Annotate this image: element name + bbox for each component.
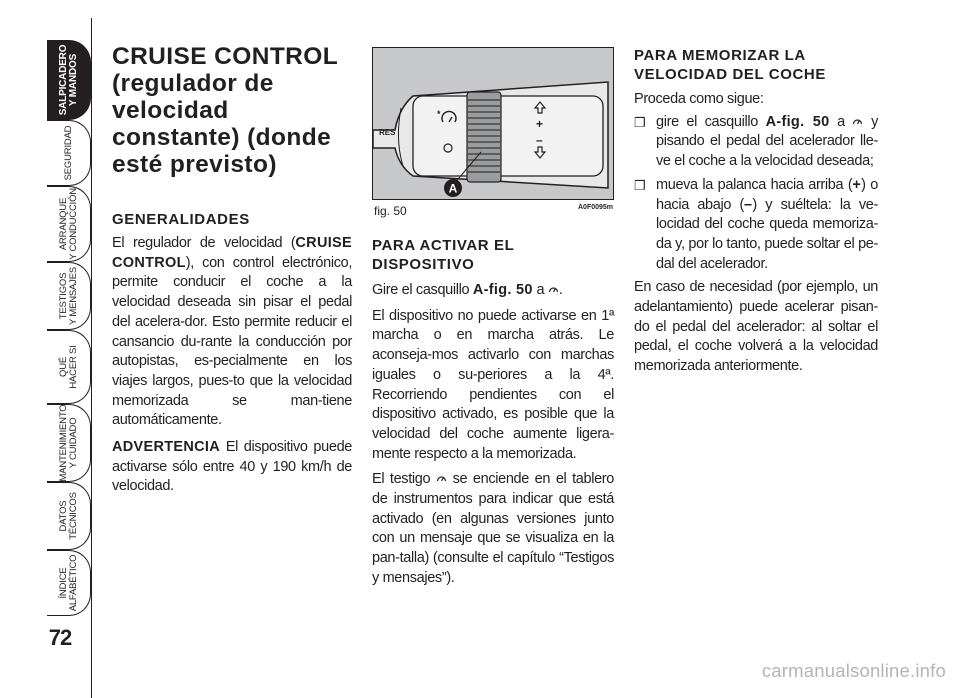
paragraph: En caso de necesidad (por ejemplo, un adelantamiento) puede acelerar pisan-do el pedal del acelerador: al soltar el pedal, el coche volverá a la velocidad memorizada anteriormente. bbox=[634, 279, 878, 375]
tab-label: TESTIGOS Y MENSAJES bbox=[57, 266, 79, 326]
text: y pisando el pedal del acelerador lle-ve el coche a la velocidad deseada; bbox=[656, 113, 878, 170]
text: a bbox=[532, 282, 548, 298]
tab-mantenimiento[interactable] bbox=[47, 404, 91, 482]
tab-label: SEGURIDAD bbox=[62, 125, 74, 181]
section-heading: GENERALIDADES bbox=[112, 211, 250, 228]
cruise-control-icon bbox=[852, 116, 863, 127]
tab-spine bbox=[91, 18, 92, 698]
list-item-text bbox=[656, 176, 878, 275]
figure-code: A0F0095m bbox=[578, 204, 614, 211]
plus-label: + bbox=[536, 117, 544, 131]
paragraph bbox=[372, 281, 614, 301]
text: ), con control electrónico, permite conducir el coche a la velocidad deseada sin pisar el pedal del acelera-dor. Esto permite reducir el cansancio du-rante la conducción por autopistas, es-pecialmente en los viajes largos, pues-to que la velocidad memorizada se man-tiene automáticamente. bbox=[112, 254, 352, 429]
watermark-url: carmanualsonline.info bbox=[761, 660, 946, 681]
page-number: 72 bbox=[48, 625, 72, 650]
list-item bbox=[634, 113, 878, 172]
tab-indice[interactable] bbox=[47, 550, 91, 616]
svg-text:*: * bbox=[437, 109, 441, 119]
tab-label: MANTENIMIENTO Y CUIDADO bbox=[57, 404, 79, 482]
tab-testigos[interactable] bbox=[47, 262, 91, 330]
tab-label: SALPICADERO Y MANDOS bbox=[57, 44, 79, 116]
text: . bbox=[558, 282, 563, 298]
warning-label: ADVERTENCIA bbox=[112, 439, 221, 456]
chapter-tabs bbox=[0, 0, 100, 692]
minus-label: – bbox=[536, 133, 543, 147]
tab-label: QUÉ HACER SI bbox=[57, 345, 79, 389]
warning-paragraph bbox=[112, 438, 352, 497]
list-item-text bbox=[656, 113, 878, 172]
text: El testigo bbox=[372, 471, 436, 488]
paragraph bbox=[112, 234, 352, 431]
generalidades-section bbox=[112, 210, 352, 497]
text: a bbox=[829, 113, 853, 130]
minus-symbol: – bbox=[743, 196, 753, 213]
list-item bbox=[634, 176, 878, 275]
cruise-control-icon bbox=[436, 473, 447, 484]
text: El dispositivo puede activarse sólo entre 40 y 190 km/h de velocidad. bbox=[112, 439, 352, 495]
cruise-lever-illustration bbox=[373, 48, 613, 199]
tab-salpicadero[interactable] bbox=[47, 40, 91, 120]
text: ) o hacia abajo ( bbox=[656, 176, 878, 213]
cruise-control-icon bbox=[548, 284, 559, 295]
tab-que-hacer-si[interactable] bbox=[47, 330, 91, 404]
section-heading: PARA MEMORIZAR LA VELOCIDAD DEL COCHE bbox=[634, 47, 826, 83]
figure-reference: A-fig. 50 bbox=[765, 113, 830, 130]
tab-label: ARRANQUE Y CONDUCCIÓN bbox=[57, 188, 79, 260]
bold-text: CRUISE CONTROL bbox=[112, 235, 352, 271]
bullet-box-icon: ❒ bbox=[634, 114, 646, 130]
figure-caption: fig. 50 bbox=[374, 204, 407, 218]
page-title: CRUISE CONTROL (regulador de velocidad constante) (donde esté previsto) bbox=[112, 43, 338, 178]
figure-cruise-lever bbox=[372, 47, 614, 200]
section-heading: PARA ACTIVAR EL DISPOSITIVO bbox=[372, 237, 515, 273]
bullet-box-icon: ❒ bbox=[634, 177, 646, 193]
text: El regulador de velocidad ( bbox=[112, 235, 296, 251]
tab-label: DATOS TÉCNICOS bbox=[57, 492, 79, 540]
activar-section bbox=[372, 236, 614, 589]
text: se enciende en el tablero de instrumentos para indicar que está activado (en algunas versiones junto con un mensaje que se visualiza en la pan-talla) (consulte el capítulo “Testigos y mensajes”). bbox=[372, 471, 614, 586]
text: gire el casquillo bbox=[656, 113, 766, 130]
text: mueva la palanca hacia arriba ( bbox=[656, 176, 853, 193]
paragraph: El dispositivo no puede activarse en 1ª marcha o en marcha atrás. Le aconseja-mos activarlo con marchas iguales o su-periores a la 4ª. Recorriendo pendientes con el dispositivo activado, es posible que la velocidad del coche aumente ligera-mente respecto a la memorizada. bbox=[372, 307, 614, 462]
text: Gire el casquillo bbox=[372, 282, 473, 298]
res-label: RES bbox=[379, 128, 396, 137]
text: ) y suéltela: la ve-locidad del coche queda memoriza-da y, por lo tanto, puede soltar el pe-dal del acelerador. bbox=[656, 196, 878, 272]
tab-seguridad[interactable] bbox=[47, 120, 91, 186]
tab-datos-tecnicos[interactable] bbox=[47, 482, 91, 550]
memorizar-section bbox=[634, 46, 878, 377]
paragraph bbox=[372, 470, 614, 588]
tab-label: ÍNDICE ALFABÉTICO bbox=[57, 554, 79, 612]
plus-symbol: + bbox=[852, 176, 862, 193]
paragraph: Proceda como sigue: bbox=[634, 91, 764, 107]
marker-label: A bbox=[448, 181, 458, 196]
tab-arranque[interactable] bbox=[47, 186, 91, 262]
figure-reference: A-fig. 50 bbox=[472, 282, 533, 298]
